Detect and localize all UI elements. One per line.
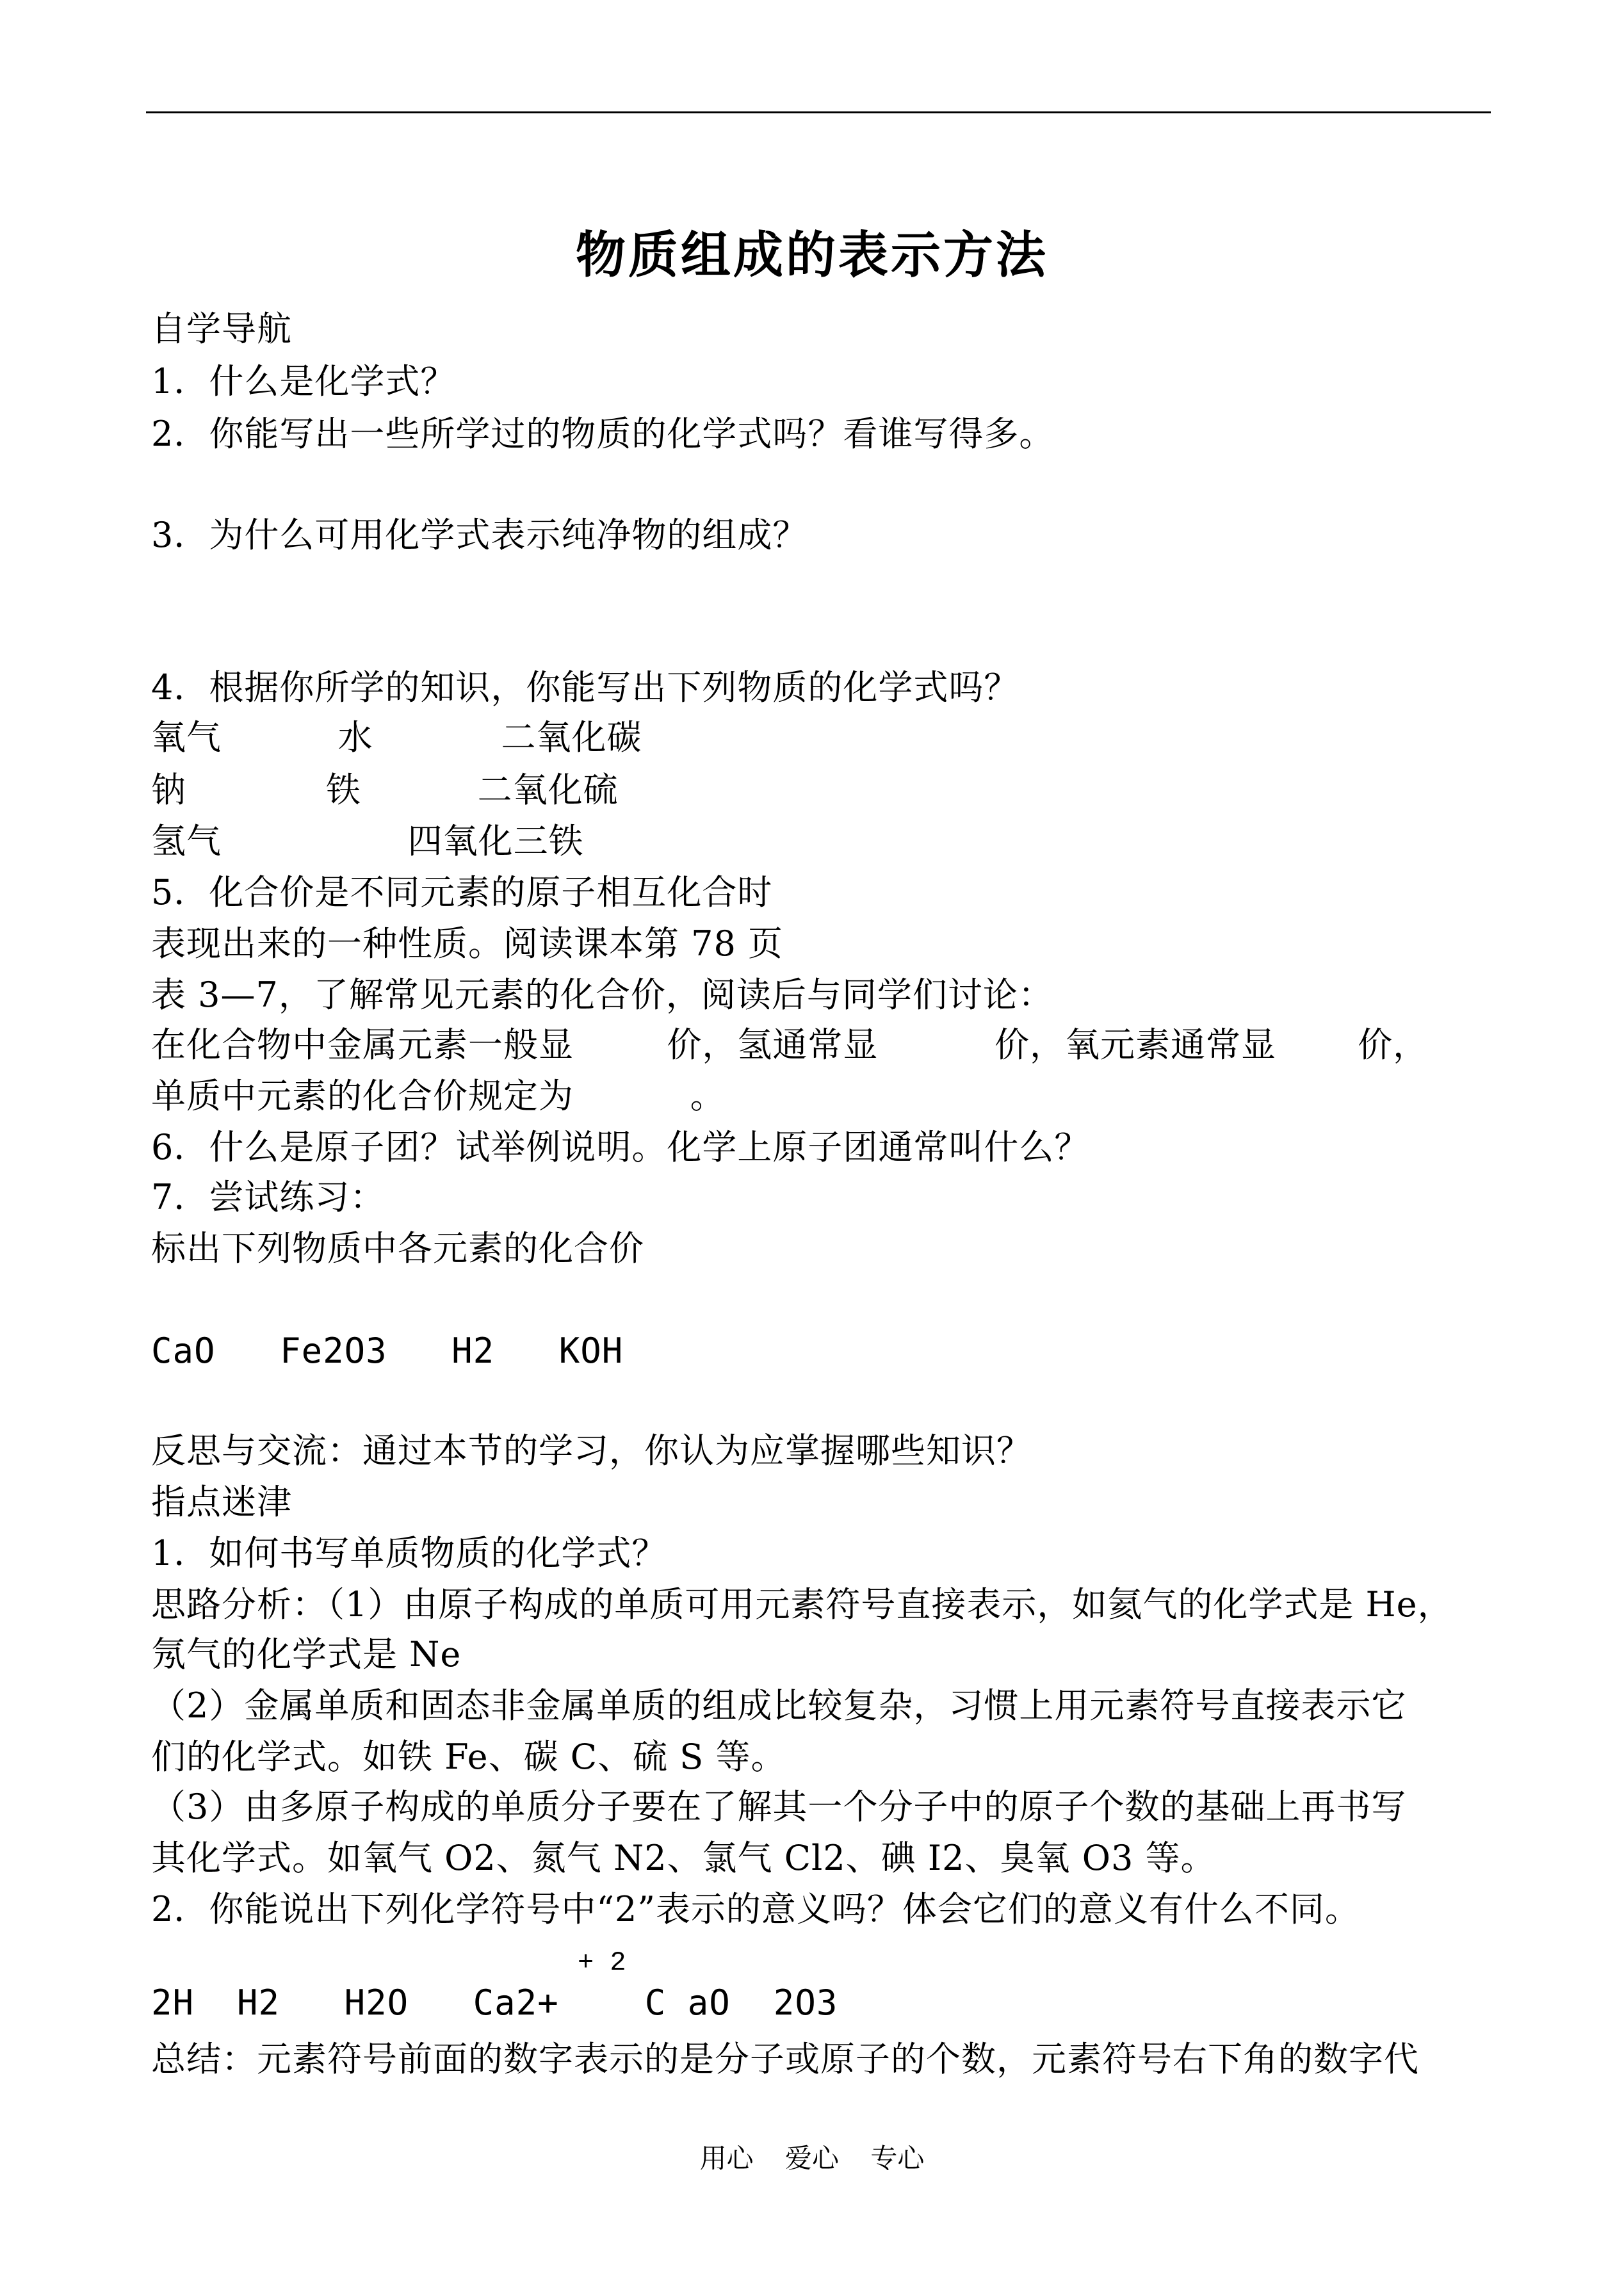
question-6: 6．什么是原子团？试举例说明。化学上原子团通常叫什么？ — [151, 1127, 1090, 1167]
question-7: 7．尝试练习： — [151, 1177, 386, 1217]
question-2: 2．你能写出一些所学过的物质的化学式吗？看谁写得多。 — [151, 414, 1055, 454]
formula-row: CaO Fe2O3 H2 KOH — [151, 1331, 624, 1371]
section-heading-2: 指点迷津 — [151, 1482, 292, 1522]
question-5-cont-2: 表 3—7，了解常见元素的化合价，阅读后与同学们讨论： — [151, 975, 1053, 1015]
question-5-cont-1: 表现出来的一种性质。阅读课本第 78 页 — [151, 923, 784, 964]
analysis-1-cont: 氖气的化学式是 Ne — [151, 1634, 462, 1675]
tip-2: 2．你能说出下列化学符号中“2”表示的意义吗？体会它们的意义有什么不同。 — [151, 1889, 1360, 1929]
symbol-row: 2H H2 H2O Ca2+ C aO 2O3 — [151, 1983, 838, 2023]
question-5: 5．化合价是不同元素的原子相互化合时 — [151, 872, 773, 912]
tip-1: 1．如何书写单质物质的化学式？ — [151, 1533, 667, 1573]
question-3: 3．为什么可用化学式表示纯净物的组成？ — [151, 515, 808, 555]
substance-row-2: 钠 铁 二氧化硫 — [151, 770, 619, 810]
analysis-3-cont: 其化学式。如氧气 O2、氮气 N2、氯气 Cl2、碘 I2、臭氧 O3 等。 — [151, 1838, 1216, 1878]
reflection: 反思与交流：通过本节的学习，你认为应掌握哪些知识？ — [151, 1431, 1032, 1471]
summary: 总结：元素符号前面的数字表示的是分子或原子的个数，元素符号右下角的数字代 — [151, 2039, 1419, 2079]
section-heading: 自学导航 — [151, 309, 292, 349]
analysis-2: （2）金属单质和固态非金属单质的组成比较复杂，习惯上用元素符号直接表示它 — [151, 1685, 1407, 1726]
substance-row-1: 氧气 水 二氧化碳 — [151, 717, 642, 758]
question-7-instruction: 标出下列物质中各元素的化合价 — [151, 1228, 644, 1269]
header-rule — [146, 111, 1491, 113]
question-4: 4．根据你所学的知识，你能写出下列物质的化学式吗？ — [151, 667, 1019, 708]
analysis-2-cont: 们的化学式。如铁 Fe、碳 C、硫 S 等。 — [151, 1737, 786, 1777]
page-title: 物质组成的表示方法 — [575, 227, 1048, 284]
valence-superscript: + 2 — [578, 1947, 626, 1978]
valence-blanks-cont: 单质中元素的化合价规定为 。 — [151, 1076, 726, 1116]
analysis-1: 思路分析：（1）由原子构成的单质可用元素符号直接表示，如氦气的化学式是 He， — [151, 1584, 1453, 1625]
page-footer: 用心 爱心 专心 — [699, 2143, 925, 2174]
question-1: 1．什么是化学式？ — [151, 361, 456, 401]
analysis-3: （3）由多原子构成的单质分子要在了解其一个分子中的原子个数的基础上再书写 — [151, 1787, 1407, 1827]
valence-blanks: 在化合物中金属元素一般显 价，氢通常显 价，氧元素通常显 价， — [151, 1025, 1429, 1065]
substance-row-3: 氢气 四氧化三铁 — [151, 821, 584, 861]
